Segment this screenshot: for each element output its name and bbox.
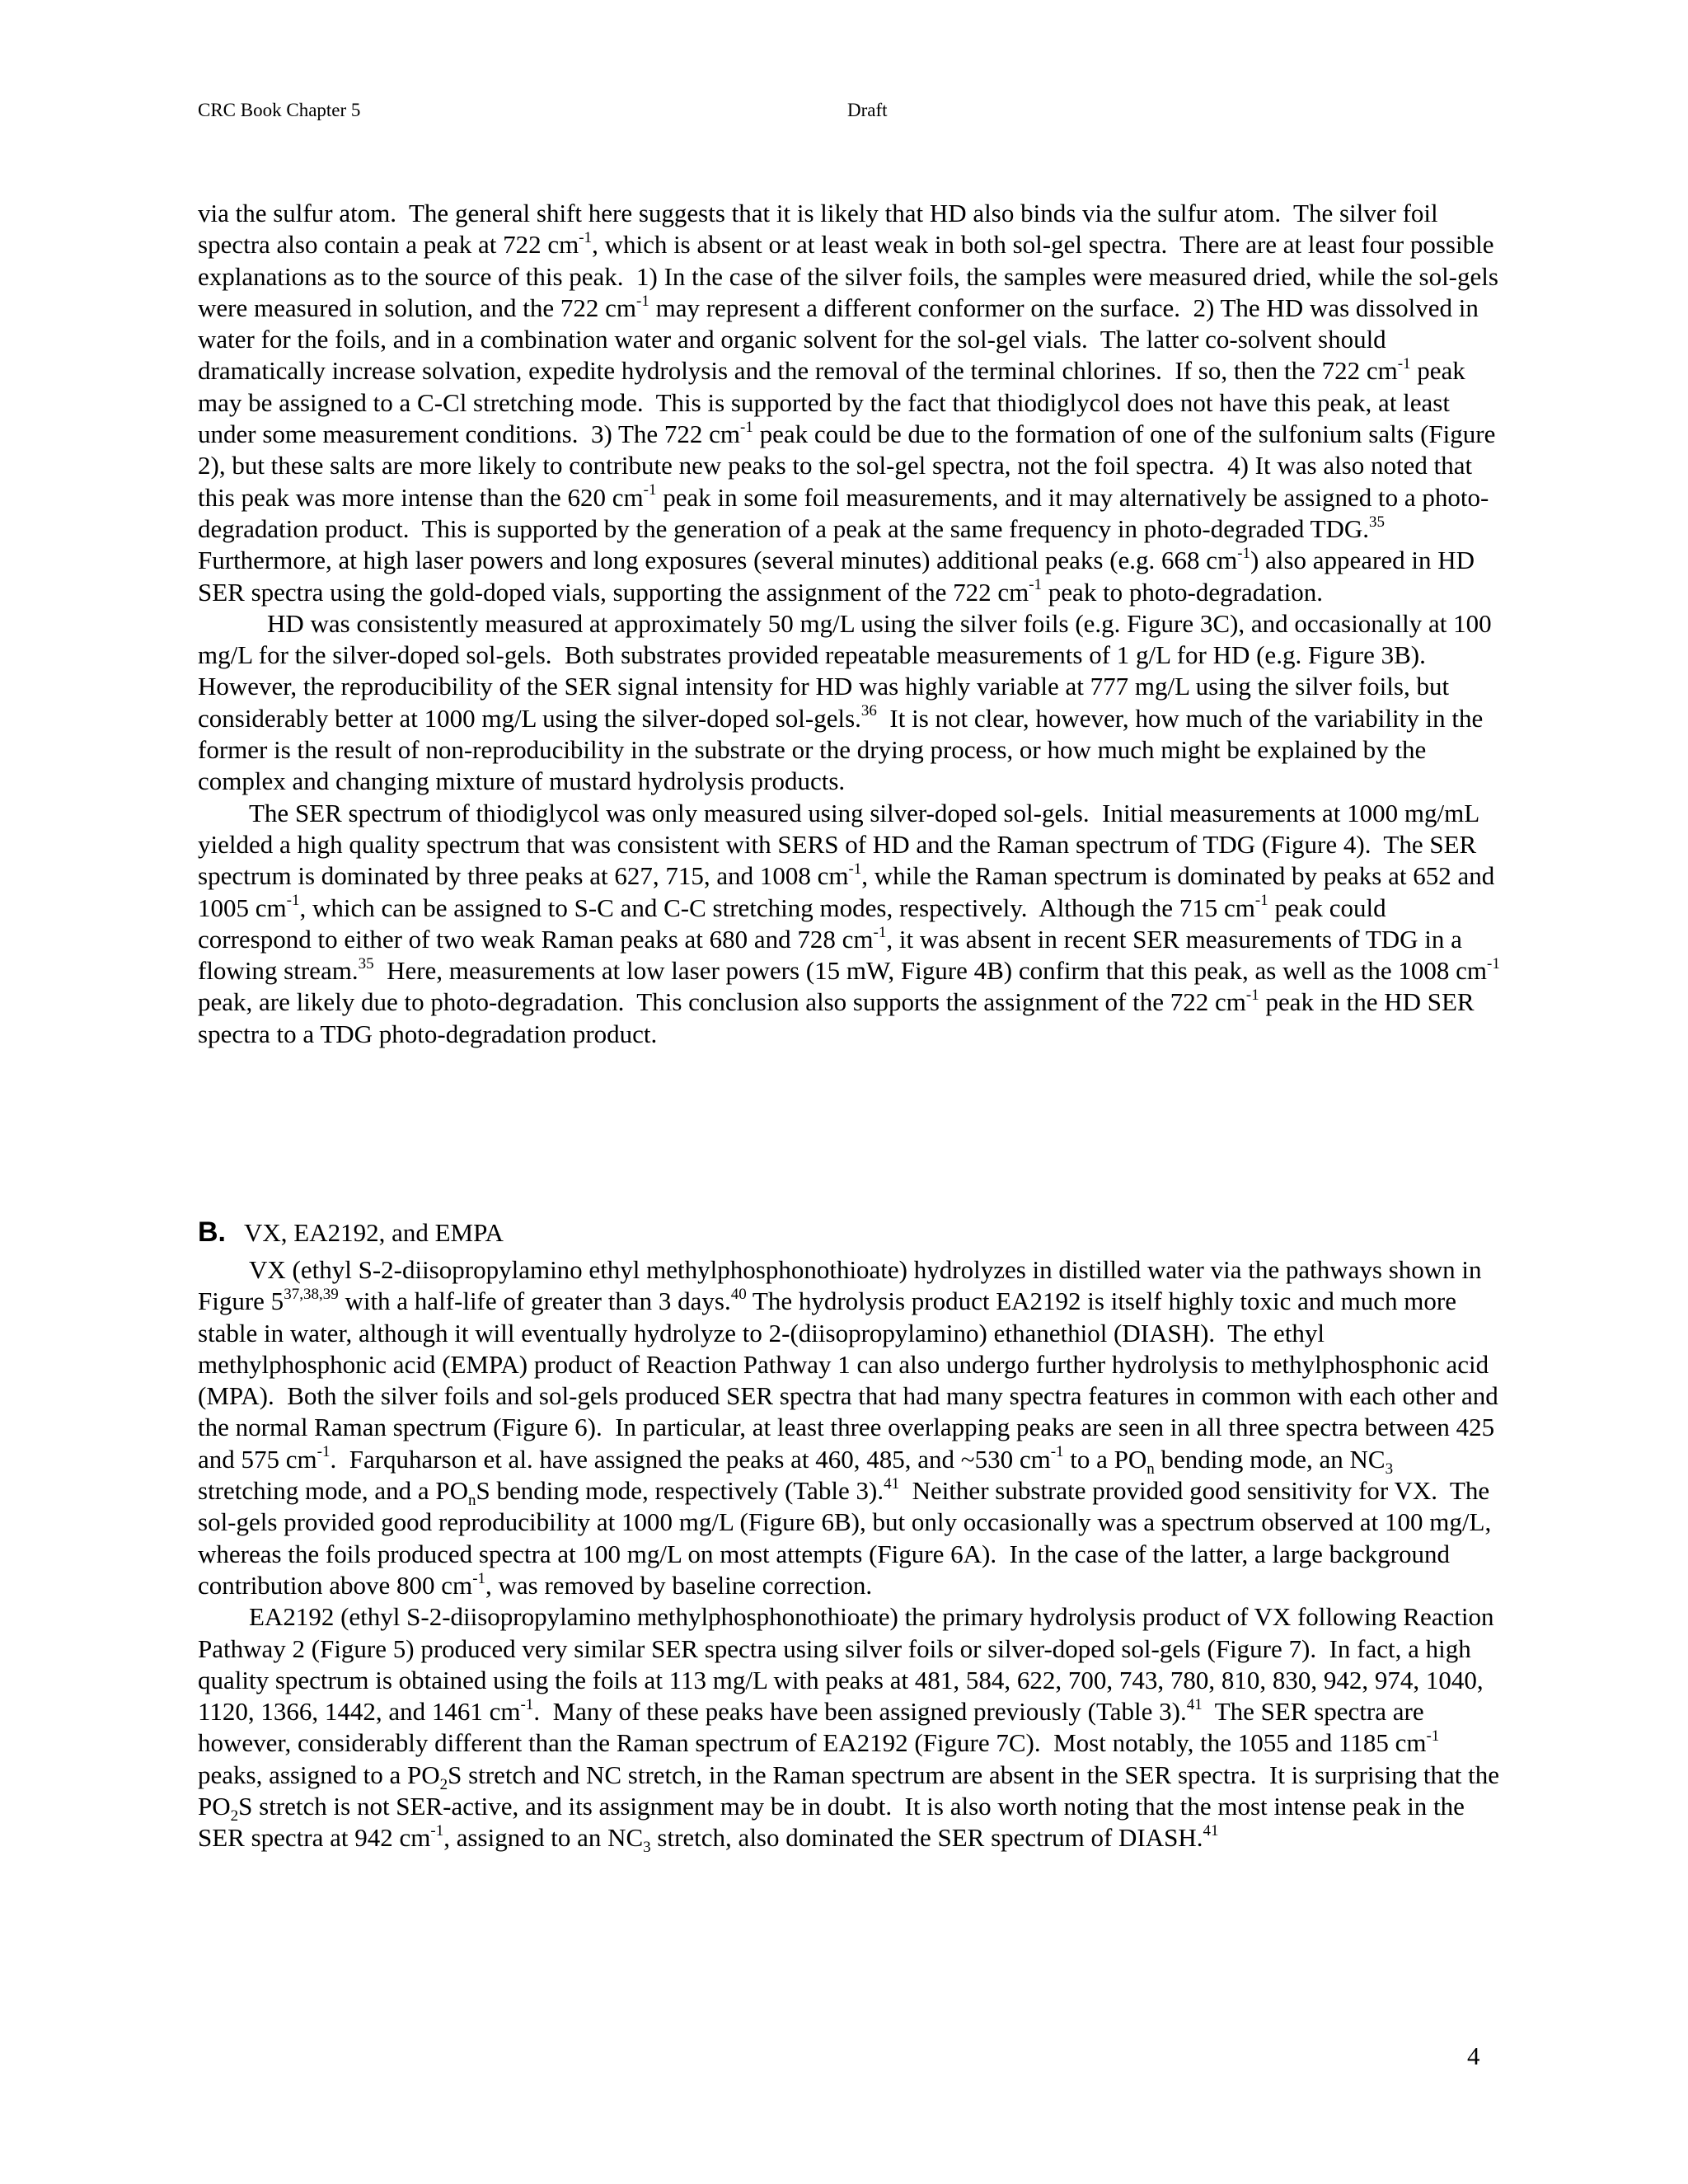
running-header-title: CRC Book Chapter 5 — [198, 100, 361, 120]
paragraph-hd-continued: via the sulfur atom. The general shift here suggests that it is likely that HD also binds via the sulfur atom. The silver foil spectra also contain a peak at 722 $cm^{-1}$, which is absent or at least weak in both sol-gel spectra. There are at least four possible explanations as to the source of this peak. 1) In the case of the silver foils, the samples were measured dried, while the sol-gels were measured in solution, and the 722 $cm^{-1}$ may represent a different conformer on the surface. 2) The HD was dissolved in water for the foils, and in a combination water and organic solvent for the sol-gel vials. The latter co-solvent should dramatically increase solvation, expedite hydrolysis and the removal of the terminal chlorines. If so, then the 722 $cm^{-1}$ peak may be assigned to a C-Cl stretching mode. This is supported by the fact that thiodiglycol does not have this peak, at least under some measurement conditions. 3) The 722 $cm^{-1}$ peak could be due to the formation of one of the sulfonium salts (Figure 2), but these salts are more likely to contribute new peaks to the sol-gel spectra, not the foil spectra. 4) It was also noted that this peak was more intense than the 620 $cm^{-1}$ peak in some foil measurements, and it may alternatively be assigned to a photo-degradation product. This is supported by the generation of a peak at the same frequency in photo-degraded TDG.$^{35}$ Furthermore, at high laser powers and long exposures (several minutes) additional peaks (e.g. 668 $cm^{-1}$) also appeared in HD SER spectra using the gold-doped vials, supporting the assignment of the 722 $cm^{-1}$ peak to photo-degradation. — [198, 199, 1498, 607]
running-header-status: Draft — [847, 100, 888, 120]
paragraph-vx: VX (ethyl S-2-diisopropylamino ethyl methylphosphonothioate) hydrolyzes in distilled water via the pathways shown in Figure 5$^{37,38,39}$ with a half-life of greater than 3 days.$^{40}$ The hydrolysis product EA2192 is itself highly toxic and much more stable in water, although it will eventually hydrolyze to 2-(diisopropylamino) ethanethiol (DIASH). The ethyl methylphosphonic acid (EMPA) product of Reaction Pathway 1 can also undergo further hydrolysis to methylphosphonic acid (MPA). Both the silver foils and sol-gels produced SER spectra that had many spectra features in common with each other and the normal Raman spectrum (Figure 6). In particular, at least three overlapping peaks are seen in all three spectra between 425 and 575 $cm^{-1}$. Farquharson et al. have assigned the peaks at 460, 485, and ~530 $cm^{-1}$ to a $PO_n$ bending mode, an $NC_3$ stretching mode, and a $PO_nS$ bending mode, respectively (Table 3).$^{41}$ Neither substrate provided good sensitivity for VX. The sol-gels provided good reproducibility at 1000 mg/L (Figure 6B), but only occasionally was a spectrum observed at 100 mg/L, whereas the foils produced spectra at 100 mg/L on most attempts (Figure 6A). In the case of the latter, a large background contribution above 800 $cm^{-1}$, was removed by baseline correction. — [198, 1255, 1498, 1600]
paragraph-tdg: The SER spectrum of thiodiglycol was only measured using silver-doped sol-gels. Initial measurements at 1000 mg/mL yielded a high quality spectrum that was consistent with SERS of HD and the Raman spectrum of TDG (Figure 4). The SER spectrum is dominated by three peaks at 627, 715, and 1008 $cm^{-1}$, while the Raman spectrum is dominated by peaks at 652 and 1005 $cm^{-1}$, which can be assigned to S-C and C-C stretching modes, respectively. Although the 715 $cm^{-1}$ peak could correspond to either of two weak Raman peaks at 680 and 728 $cm^{-1}$, it was absent in recent SER measurements of TDG in a flowing stream.$^{35}$ Here, measurements at low laser powers (15 mW, Figure 4B) confirm that this peak, as well as the 1008 $cm^{-1}$ peak, are likely due to photo-degradation. This conclusion also supports the assignment of the 722 $cm^{-1}$ peak in the HD SER spectra to a TDG photo-degradation product. — [198, 798, 1500, 1048]
paragraph-ea2192: EA2192 (ethyl S-2-diisopropylamino methylphosphonothioate) the primary hydrolysis product of VX following Reaction Pathway 2 (Figure 5) produced very similar SER spectra using silver foils or silver-doped sol-gels (Figure 7). In fact, a high quality spectrum is obtained using the foils at 113 mg/L with peaks at 481, 584, 622, 700, 743, 780, 810, 830, 942, 974, 1040, 1120, 1366, 1442, and 1461 $cm^{-1}$. Many of these peaks have been assigned previously (Table 3).$^{41}$ The SER spectra are however, considerably different than the Raman spectrum of EA2192 (Figure 7C). Most notably, the 1055 and 1185 $cm^{-1}$ peaks, assigned to a $PO_2S$ stretch and NC stretch, in the Raman spectrum are absent in the SER spectra. It is surprising that the $PO_2S$ stretch is not SER-active, and its assignment may be in doubt. It is also worth noting that the most intense peak in the SER spectra at 942 $cm^{-1}$, assigned to an $NC_3$ stretch, also dominated the SER spectrum of DIASH.$^{41}$ — [198, 1602, 1499, 1857]
section-heading-b — [198, 1216, 504, 1249]
body-text-lower — [198, 1254, 1500, 1857]
section-title: VX, EA2192, and EMPA — [244, 1218, 504, 1247]
body-text-upper — [198, 198, 1500, 1050]
section-letter: B. — [198, 1216, 226, 1248]
paragraph-hd-sensitivity: HD was consistently measured at approximately 50 mg/L using the silver foils (e.g. Figure 3C), and occasionally at 100 mg/L for the silver-doped sol-gels. Both substrates provided repeatable measurements of 1 g/L for HD (e.g. Figure 3B). However, the reproducibility of the SER signal intensity for HD was highly variable at 777 mg/L using the silver foils, but considerably better at 1000 mg/L using the silver-doped sol-gels.$^{36}$ It is not clear, however, how much of the variability in the former is the result of non-reproducibility in the substrate or the drying process, or how much might be explained by the complex and changing mixture of mustard hydrolysis products. — [198, 608, 1492, 796]
page-number: 4 — [1467, 2041, 1480, 2070]
